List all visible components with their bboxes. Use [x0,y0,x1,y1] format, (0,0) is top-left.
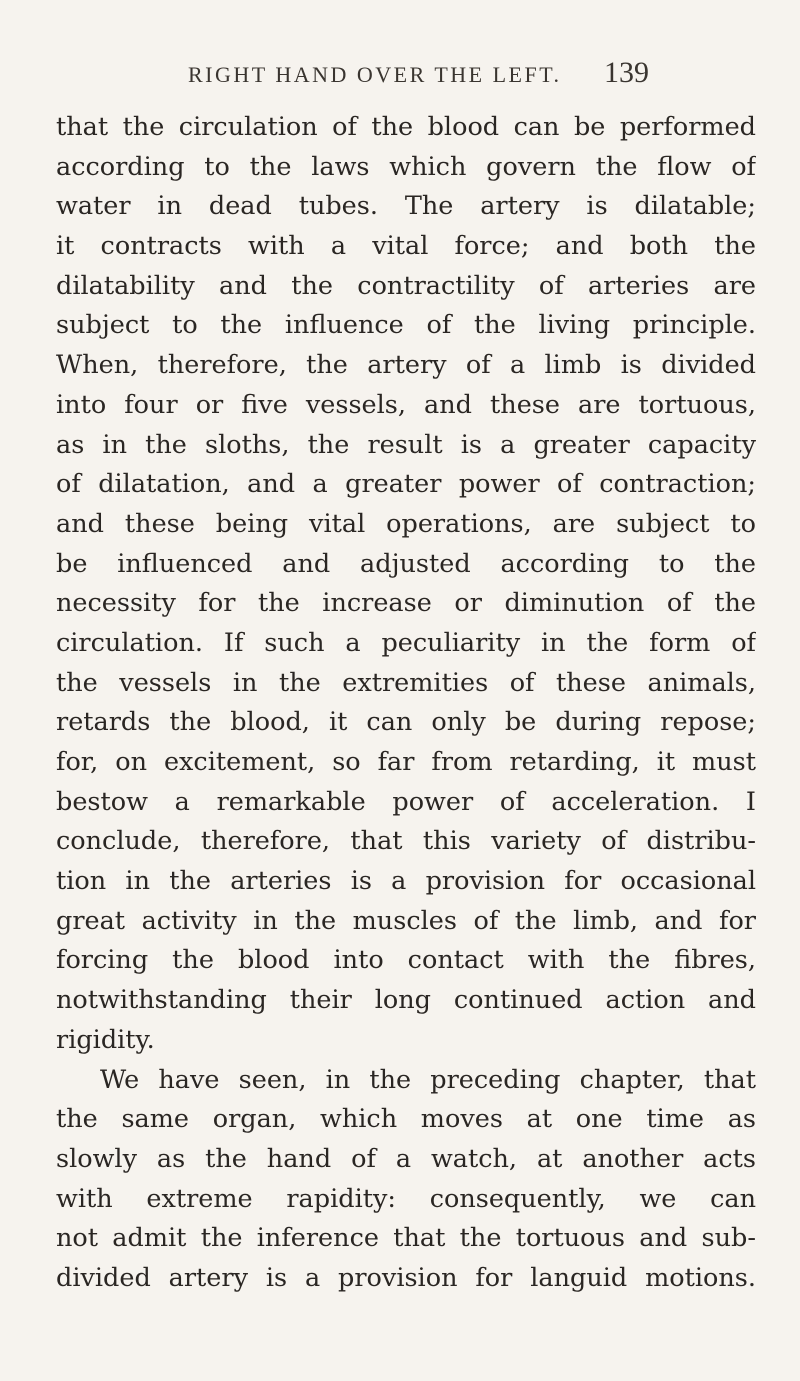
text-line: When, therefore, the artery of a limb is divided [56,350,756,381]
text-line: be influenced and adjusted according to the [56,548,756,579]
text-line: tion in the arteries is a provision for occasional [56,866,756,897]
page-number: 139 [604,56,649,89]
paragraph-2 [56,1061,756,1299]
text-line: forcing the blood into contact with the fibres, [56,945,756,976]
text-line: circulation. If such a peculiarity in the form of [56,627,756,658]
paragraph-1 [56,108,756,1061]
text-line: great activity in the muscles of the limb, and for [56,905,756,936]
text-line: according to the laws which govern the flow of [56,151,756,182]
text-line: with extreme rapidity: consequently, we can [56,1183,756,1214]
text-line: notwithstanding their long continued action and [56,985,756,1016]
text-line: divided artery is a provision for languid motions. [56,1262,756,1293]
text-line: slowly as the hand of a watch, at another acts [56,1143,756,1174]
text-line: We have seen, in the preceding chapter, that [100,1064,756,1095]
text-line: the same organ, which moves at one time as [56,1104,756,1135]
page-header [0,56,800,102]
body-text [56,108,756,1299]
text-line: subject to the influence of the living principle. [56,310,756,341]
text-line: as in the sloths, the result is a greater capacity [56,429,756,460]
text-line: dilatability and the contractility of arteries are [56,270,756,301]
text-line: that the circulation of the blood can be performed [56,112,756,142]
text-line: rigidity. [56,1024,155,1055]
text-line: retards the blood, it can only be during repose; [56,707,756,738]
text-line: water in dead tubes. The artery is dilatable; [56,191,756,222]
text-line: the vessels in the extremities of these animals, [56,667,756,698]
text-line: for, on excitement, so far from retarding, it must [56,747,756,777]
text-line: conclude, therefore, that this variety of distribu- [56,826,756,857]
text-line: and these being vital operations, are subject to [56,508,756,539]
running-head: RIGHT HAND OVER THE LEFT. [188,62,562,87]
text-line: it contracts with a vital force; and both the [56,231,756,262]
text-line: into four or five vessels, and these are tortuous, [56,389,756,420]
text-line: not admit the inference that the tortuous and sub- [56,1223,756,1254]
text-line: of dilatation, and a greater power of contraction; [56,469,756,500]
text-line: necessity for the increase or diminution of the [56,588,756,619]
text-line: bestow a remarkable power of acceleration. I [56,786,756,817]
